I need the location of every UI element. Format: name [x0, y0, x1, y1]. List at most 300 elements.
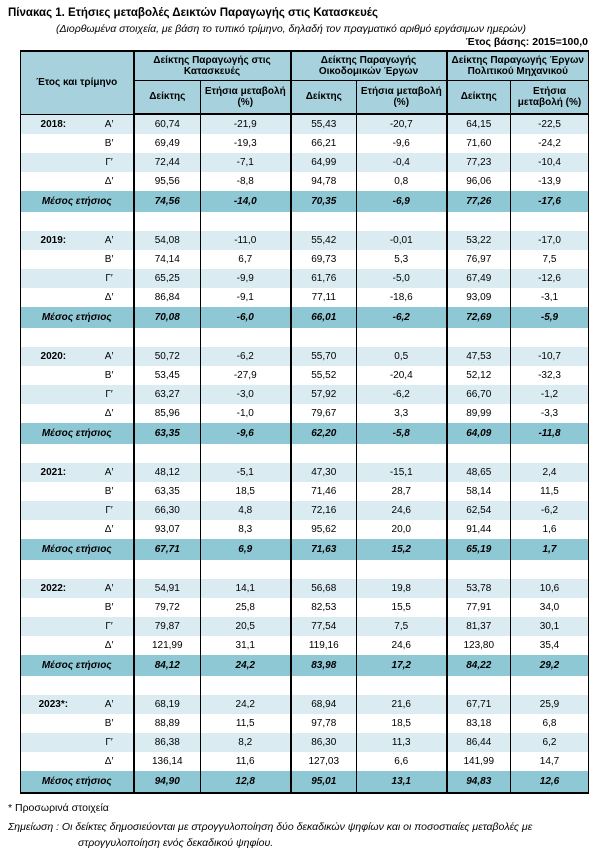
value-cell: 4,8	[201, 501, 291, 520]
value-cell: 81,37	[447, 617, 511, 636]
year-label	[21, 640, 86, 652]
value-cell: 83,98	[291, 655, 357, 676]
year-quarter-wrap	[21, 737, 133, 749]
quarter-label: Γ′	[105, 620, 113, 632]
annual-mean-label: Μέσος ετήσιος	[21, 191, 134, 212]
year-label	[21, 370, 86, 382]
spacer-cell	[447, 676, 511, 695]
value-cell: 11,6	[201, 752, 291, 771]
value-cell: 11,3	[357, 733, 447, 752]
spacer-cell	[201, 676, 291, 695]
value-cell: 20,0	[357, 520, 447, 539]
value-cell: 6,7	[201, 250, 291, 269]
subheader-change-3: Ετήσια μεταβολή (%)	[511, 81, 589, 115]
value-cell: -10,7	[511, 347, 589, 366]
value-cell: 6,9	[201, 539, 291, 560]
year-quarter-wrap	[21, 292, 133, 304]
year-label: 2019:	[40, 234, 67, 246]
value-cell: 54,91	[134, 579, 201, 598]
year-quarter-cell	[21, 134, 134, 153]
spacer-cell	[511, 328, 589, 347]
value-cell: 136,14	[134, 752, 201, 771]
spacer-cell	[447, 444, 511, 463]
value-cell: -32,3	[511, 366, 589, 385]
year-quarter-cell	[21, 579, 134, 598]
value-cell: 64,15	[447, 114, 511, 134]
year-label	[21, 505, 86, 517]
year-label	[21, 176, 86, 188]
quarter-label: Α′	[104, 234, 114, 246]
quarter-label: Β′	[104, 253, 114, 265]
year-quarter-cell	[21, 636, 134, 655]
year-label	[21, 408, 86, 420]
value-cell: -8,8	[201, 172, 291, 191]
value-cell: 18,5	[201, 482, 291, 501]
value-cell: 29,2	[511, 655, 589, 676]
value-cell: -9,6	[357, 134, 447, 153]
value-cell: 70,08	[134, 307, 201, 328]
year-quarter-wrap	[21, 467, 133, 479]
group-header-construction: Δείκτης Παραγωγής στις Κατασκευές	[134, 51, 291, 81]
value-cell: 65,25	[134, 269, 201, 288]
value-cell: 11,5	[201, 714, 291, 733]
year-label	[21, 737, 86, 749]
value-cell: -10,4	[511, 153, 589, 172]
value-cell: -19,3	[201, 134, 291, 153]
year-quarter-cell	[21, 153, 134, 172]
value-cell: 7,5	[511, 250, 589, 269]
value-cell: 96,06	[447, 172, 511, 191]
quarter-row	[21, 482, 589, 501]
year-quarter-cell	[21, 714, 134, 733]
quarter-label: Α′	[104, 698, 114, 710]
value-cell: 95,62	[291, 520, 357, 539]
year-quarter-wrap	[21, 254, 133, 266]
spacer-cell	[291, 676, 357, 695]
quarter-row	[21, 501, 589, 520]
value-cell: -9,1	[201, 288, 291, 307]
spacer-row	[21, 212, 589, 231]
value-cell: 77,26	[447, 191, 511, 212]
value-cell: 86,44	[447, 733, 511, 752]
value-cell: 69,49	[134, 134, 201, 153]
value-cell: 55,42	[291, 231, 357, 250]
quarter-row	[21, 463, 589, 482]
spacer-cell	[511, 676, 589, 695]
annual-mean-row	[21, 191, 589, 212]
value-cell: 84,22	[447, 655, 511, 676]
value-cell: -6,2	[511, 501, 589, 520]
subheader-change-1: Ετήσια μεταβολή (%)	[201, 81, 291, 115]
value-cell: 31,1	[201, 636, 291, 655]
year-quarter-cell	[21, 269, 134, 288]
spacer-cell	[134, 328, 201, 347]
quarter-row	[21, 385, 589, 404]
spacer-cell	[291, 560, 357, 579]
value-cell: 57,92	[291, 385, 357, 404]
value-cell: 85,96	[134, 404, 201, 423]
annual-mean-label: Μέσος ετήσιος	[21, 307, 134, 328]
value-cell: -0,01	[357, 231, 447, 250]
value-cell: -17,6	[511, 191, 589, 212]
quarter-row	[21, 231, 589, 250]
page-subtitle: (Διορθωμένα στοιχεία, με βάση το τυπικό τρίμηνο, δηλαδή τον πραγματικό αριθμό εργάσιμων ημερών)	[56, 23, 527, 35]
annual-mean-label: Μέσος ετήσιος	[21, 655, 134, 676]
year-quarter-wrap	[21, 524, 133, 536]
spacer-row	[21, 328, 589, 347]
spacer-cell	[134, 560, 201, 579]
value-cell: 127,03	[291, 752, 357, 771]
table-body	[21, 114, 589, 793]
quarter-label: Δ′	[104, 291, 114, 303]
value-cell: -1,2	[511, 385, 589, 404]
quarter-label: Β′	[104, 369, 114, 381]
value-cell: 64,09	[447, 423, 511, 444]
annual-mean-row	[21, 539, 589, 560]
value-cell: 0,5	[357, 347, 447, 366]
spacer-cell	[511, 444, 589, 463]
value-cell: 68,94	[291, 695, 357, 714]
subheader-index-1: Δείκτης	[134, 81, 201, 115]
subheader-change-2: Ετήσια μεταβολή (%)	[357, 81, 447, 115]
value-cell: 6,2	[511, 733, 589, 752]
spacer-cell	[357, 560, 447, 579]
value-cell: 94,78	[291, 172, 357, 191]
quarter-label: Β′	[104, 717, 114, 729]
year-label	[21, 602, 86, 614]
value-cell: -5,9	[511, 307, 589, 328]
year-quarter-wrap	[21, 583, 133, 595]
value-cell: 69,73	[291, 250, 357, 269]
year-label	[21, 138, 86, 150]
value-cell: -13,9	[511, 172, 589, 191]
value-cell: 19,8	[357, 579, 447, 598]
year-label: 2020:	[40, 350, 67, 362]
spacer-row	[21, 560, 589, 579]
value-cell: 53,22	[447, 231, 511, 250]
value-cell: 93,09	[447, 288, 511, 307]
quarter-row	[21, 598, 589, 617]
quarter-row	[21, 520, 589, 539]
value-cell: 6,6	[357, 752, 447, 771]
value-cell: 89,99	[447, 404, 511, 423]
year-quarter-wrap	[21, 486, 133, 498]
value-cell: 60,74	[134, 114, 201, 134]
annual-mean-label: Μέσος ετήσιος	[21, 539, 134, 560]
year-label: 2023*:	[38, 698, 69, 710]
value-cell: 28,7	[357, 482, 447, 501]
year-quarter-cell	[21, 385, 134, 404]
quarter-row	[21, 579, 589, 598]
value-cell: 93,07	[134, 520, 201, 539]
value-cell: -18,6	[357, 288, 447, 307]
quarter-label: Α′	[104, 582, 114, 594]
value-cell: 72,44	[134, 153, 201, 172]
spacer-cell	[357, 676, 447, 695]
spacer-row	[21, 676, 589, 695]
quarter-label: Β′	[104, 601, 114, 613]
annual-mean-row	[21, 423, 589, 444]
value-cell: -9,6	[201, 423, 291, 444]
base-year-note: Έτος βάσης: 2015=100,0	[465, 36, 588, 48]
year-quarter-wrap	[21, 408, 133, 420]
annual-mean-label: Μέσος ετήσιος	[21, 423, 134, 444]
spacer-cell	[21, 560, 134, 579]
value-cell: 86,30	[291, 733, 357, 752]
value-cell: -24,2	[511, 134, 589, 153]
year-quarter-cell	[21, 501, 134, 520]
value-cell: 79,87	[134, 617, 201, 636]
value-cell: 21,6	[357, 695, 447, 714]
value-cell: 77,11	[291, 288, 357, 307]
year-label	[21, 756, 86, 768]
quarter-label: Γ′	[105, 388, 113, 400]
value-cell: 63,35	[134, 423, 201, 444]
value-cell: 24,2	[201, 655, 291, 676]
quarter-row	[21, 347, 589, 366]
value-cell: 2,4	[511, 463, 589, 482]
year-quarter-cell	[21, 404, 134, 423]
value-cell: 54,08	[134, 231, 201, 250]
year-quarter-column-header: Έτος και τρίμηνο	[21, 51, 134, 114]
year-quarter-wrap	[21, 235, 133, 247]
value-cell: 66,70	[447, 385, 511, 404]
value-cell: 15,5	[357, 598, 447, 617]
value-cell: 71,60	[447, 134, 511, 153]
value-cell: -21,9	[201, 114, 291, 134]
value-cell: 64,99	[291, 153, 357, 172]
value-cell: 94,90	[134, 771, 201, 793]
value-cell: -6,2	[357, 307, 447, 328]
year-quarter-cell	[21, 598, 134, 617]
value-cell: 53,45	[134, 366, 201, 385]
year-quarter-cell	[21, 347, 134, 366]
value-cell: -5,1	[201, 463, 291, 482]
year-quarter-wrap	[21, 119, 133, 131]
value-cell: 53,78	[447, 579, 511, 598]
year-quarter-cell	[21, 172, 134, 191]
year-label	[21, 486, 86, 498]
spacer-cell	[201, 328, 291, 347]
value-cell: 8,3	[201, 520, 291, 539]
value-cell: -6,2	[201, 347, 291, 366]
quarter-label: Β′	[104, 485, 114, 497]
year-quarter-wrap	[21, 273, 133, 285]
value-cell: 48,12	[134, 463, 201, 482]
value-cell: 47,53	[447, 347, 511, 366]
quarter-label: Α′	[104, 350, 114, 362]
quarter-row	[21, 752, 589, 771]
value-cell: -17,0	[511, 231, 589, 250]
value-cell: 71,46	[291, 482, 357, 501]
spacer-cell	[21, 444, 134, 463]
year-label	[21, 389, 86, 401]
annual-mean-row	[21, 655, 589, 676]
year-quarter-wrap	[21, 389, 133, 401]
value-cell: 94,83	[447, 771, 511, 793]
group-header-building-works: Δείκτης Παραγωγής Οικοδομικών Έργων	[291, 51, 447, 81]
spacer-cell	[357, 212, 447, 231]
annual-mean-row	[21, 307, 589, 328]
value-cell: -20,4	[357, 366, 447, 385]
quarter-label: Γ′	[105, 272, 113, 284]
value-cell: 62,54	[447, 501, 511, 520]
value-cell: 34,0	[511, 598, 589, 617]
provisional-footnote: * Προσωρινά στοιχεία	[8, 802, 109, 814]
value-cell: 82,53	[291, 598, 357, 617]
spacer-cell	[447, 328, 511, 347]
spacer-cell	[134, 676, 201, 695]
value-cell: 10,6	[511, 579, 589, 598]
value-cell: 25,8	[201, 598, 291, 617]
year-quarter-cell	[21, 752, 134, 771]
value-cell: -27,9	[201, 366, 291, 385]
value-cell: 1,7	[511, 539, 589, 560]
quarter-label: Γ′	[105, 156, 113, 168]
year-quarter-wrap	[21, 138, 133, 150]
value-cell: 71,63	[291, 539, 357, 560]
year-quarter-cell	[21, 288, 134, 307]
value-cell: 24,2	[201, 695, 291, 714]
value-cell: 13,1	[357, 771, 447, 793]
spacer-cell	[291, 444, 357, 463]
value-cell: 17,2	[357, 655, 447, 676]
value-cell: 84,12	[134, 655, 201, 676]
spacer-cell	[21, 328, 134, 347]
value-cell: 47,30	[291, 463, 357, 482]
value-cell: -11,8	[511, 423, 589, 444]
spacer-cell	[291, 328, 357, 347]
value-cell: 6,8	[511, 714, 589, 733]
year-quarter-cell	[21, 520, 134, 539]
spacer-cell	[21, 676, 134, 695]
spacer-row	[21, 444, 589, 463]
spacer-cell	[447, 212, 511, 231]
year-quarter-wrap	[21, 176, 133, 188]
value-cell: -6,0	[201, 307, 291, 328]
value-cell: 86,84	[134, 288, 201, 307]
value-cell: 18,5	[357, 714, 447, 733]
year-label	[21, 524, 86, 536]
value-cell: 24,6	[357, 501, 447, 520]
spacer-cell	[511, 560, 589, 579]
spacer-cell	[357, 328, 447, 347]
quarter-row	[21, 153, 589, 172]
value-cell: -14,0	[201, 191, 291, 212]
quarter-row	[21, 250, 589, 269]
year-quarter-cell	[21, 695, 134, 714]
value-cell: 67,71	[134, 539, 201, 560]
year-quarter-wrap	[21, 351, 133, 363]
year-quarter-cell	[21, 366, 134, 385]
quarter-row	[21, 366, 589, 385]
quarter-row	[21, 733, 589, 752]
value-cell: 66,30	[134, 501, 201, 520]
value-cell: 55,70	[291, 347, 357, 366]
value-cell: 14,7	[511, 752, 589, 771]
value-cell: 12,6	[511, 771, 589, 793]
annual-mean-row	[21, 771, 589, 793]
year-label: 2021:	[40, 466, 67, 478]
year-quarter-wrap	[21, 505, 133, 517]
value-cell: 14,1	[201, 579, 291, 598]
value-cell: 62,20	[291, 423, 357, 444]
spacer-cell	[21, 212, 134, 231]
value-cell: 52,12	[447, 366, 511, 385]
value-cell: 5,3	[357, 250, 447, 269]
subheader-index-3: Δείκτης	[447, 81, 511, 115]
value-cell: -0,4	[357, 153, 447, 172]
quarter-label: Α′	[104, 118, 114, 130]
quarter-label: Α′	[104, 466, 114, 478]
quarter-label: Γ′	[105, 736, 113, 748]
year-quarter-wrap	[21, 640, 133, 652]
value-cell: -3,0	[201, 385, 291, 404]
value-cell: 74,14	[134, 250, 201, 269]
year-quarter-cell	[21, 482, 134, 501]
spacer-cell	[201, 444, 291, 463]
value-cell: 76,97	[447, 250, 511, 269]
quarter-label: Γ′	[105, 504, 113, 516]
value-cell: -6,2	[357, 385, 447, 404]
spacer-cell	[134, 444, 201, 463]
rounding-note: Σημείωση : Οι δείκτες δημοσιεύονται με στρογγυλοποίηση δύο δεκαδικών ψηφίων και οι ποσοστιαίες μεταβολές με στρογγυλοποίηση ενός δεκαδικού ψηφίου.	[8, 821, 533, 849]
value-cell: 83,18	[447, 714, 511, 733]
year-label	[21, 718, 86, 730]
year-quarter-wrap	[21, 699, 133, 711]
value-cell: 74,56	[134, 191, 201, 212]
value-cell: -5,0	[357, 269, 447, 288]
spacer-cell	[511, 212, 589, 231]
spacer-cell	[291, 212, 357, 231]
value-cell: 72,16	[291, 501, 357, 520]
year-quarter-wrap	[21, 718, 133, 730]
year-quarter-cell	[21, 231, 134, 250]
year-label: 2018:	[40, 118, 67, 130]
value-cell: 7,5	[357, 617, 447, 636]
quarter-row	[21, 617, 589, 636]
value-cell: 141,99	[447, 752, 511, 771]
year-quarter-cell	[21, 733, 134, 752]
quarter-row	[21, 269, 589, 288]
value-cell: -22,5	[511, 114, 589, 134]
value-cell: 1,6	[511, 520, 589, 539]
value-cell: 56,68	[291, 579, 357, 598]
value-cell: -7,1	[201, 153, 291, 172]
quarter-row	[21, 695, 589, 714]
value-cell: 11,5	[511, 482, 589, 501]
value-cell: 50,72	[134, 347, 201, 366]
value-cell: 79,72	[134, 598, 201, 617]
value-cell: -20,7	[357, 114, 447, 134]
spacer-cell	[201, 212, 291, 231]
value-cell: 20,5	[201, 617, 291, 636]
value-cell: 65,19	[447, 539, 511, 560]
value-cell: -15,1	[357, 463, 447, 482]
quarter-label: Δ′	[104, 175, 114, 187]
value-cell: -3,1	[511, 288, 589, 307]
quarter-row	[21, 172, 589, 191]
value-cell: 55,52	[291, 366, 357, 385]
spacer-cell	[447, 560, 511, 579]
year-label	[21, 273, 86, 285]
value-cell: -12,6	[511, 269, 589, 288]
value-cell: 61,76	[291, 269, 357, 288]
value-cell: 67,71	[447, 695, 511, 714]
value-cell: 8,2	[201, 733, 291, 752]
quarter-label: Β′	[104, 137, 114, 149]
year-label	[21, 254, 86, 266]
